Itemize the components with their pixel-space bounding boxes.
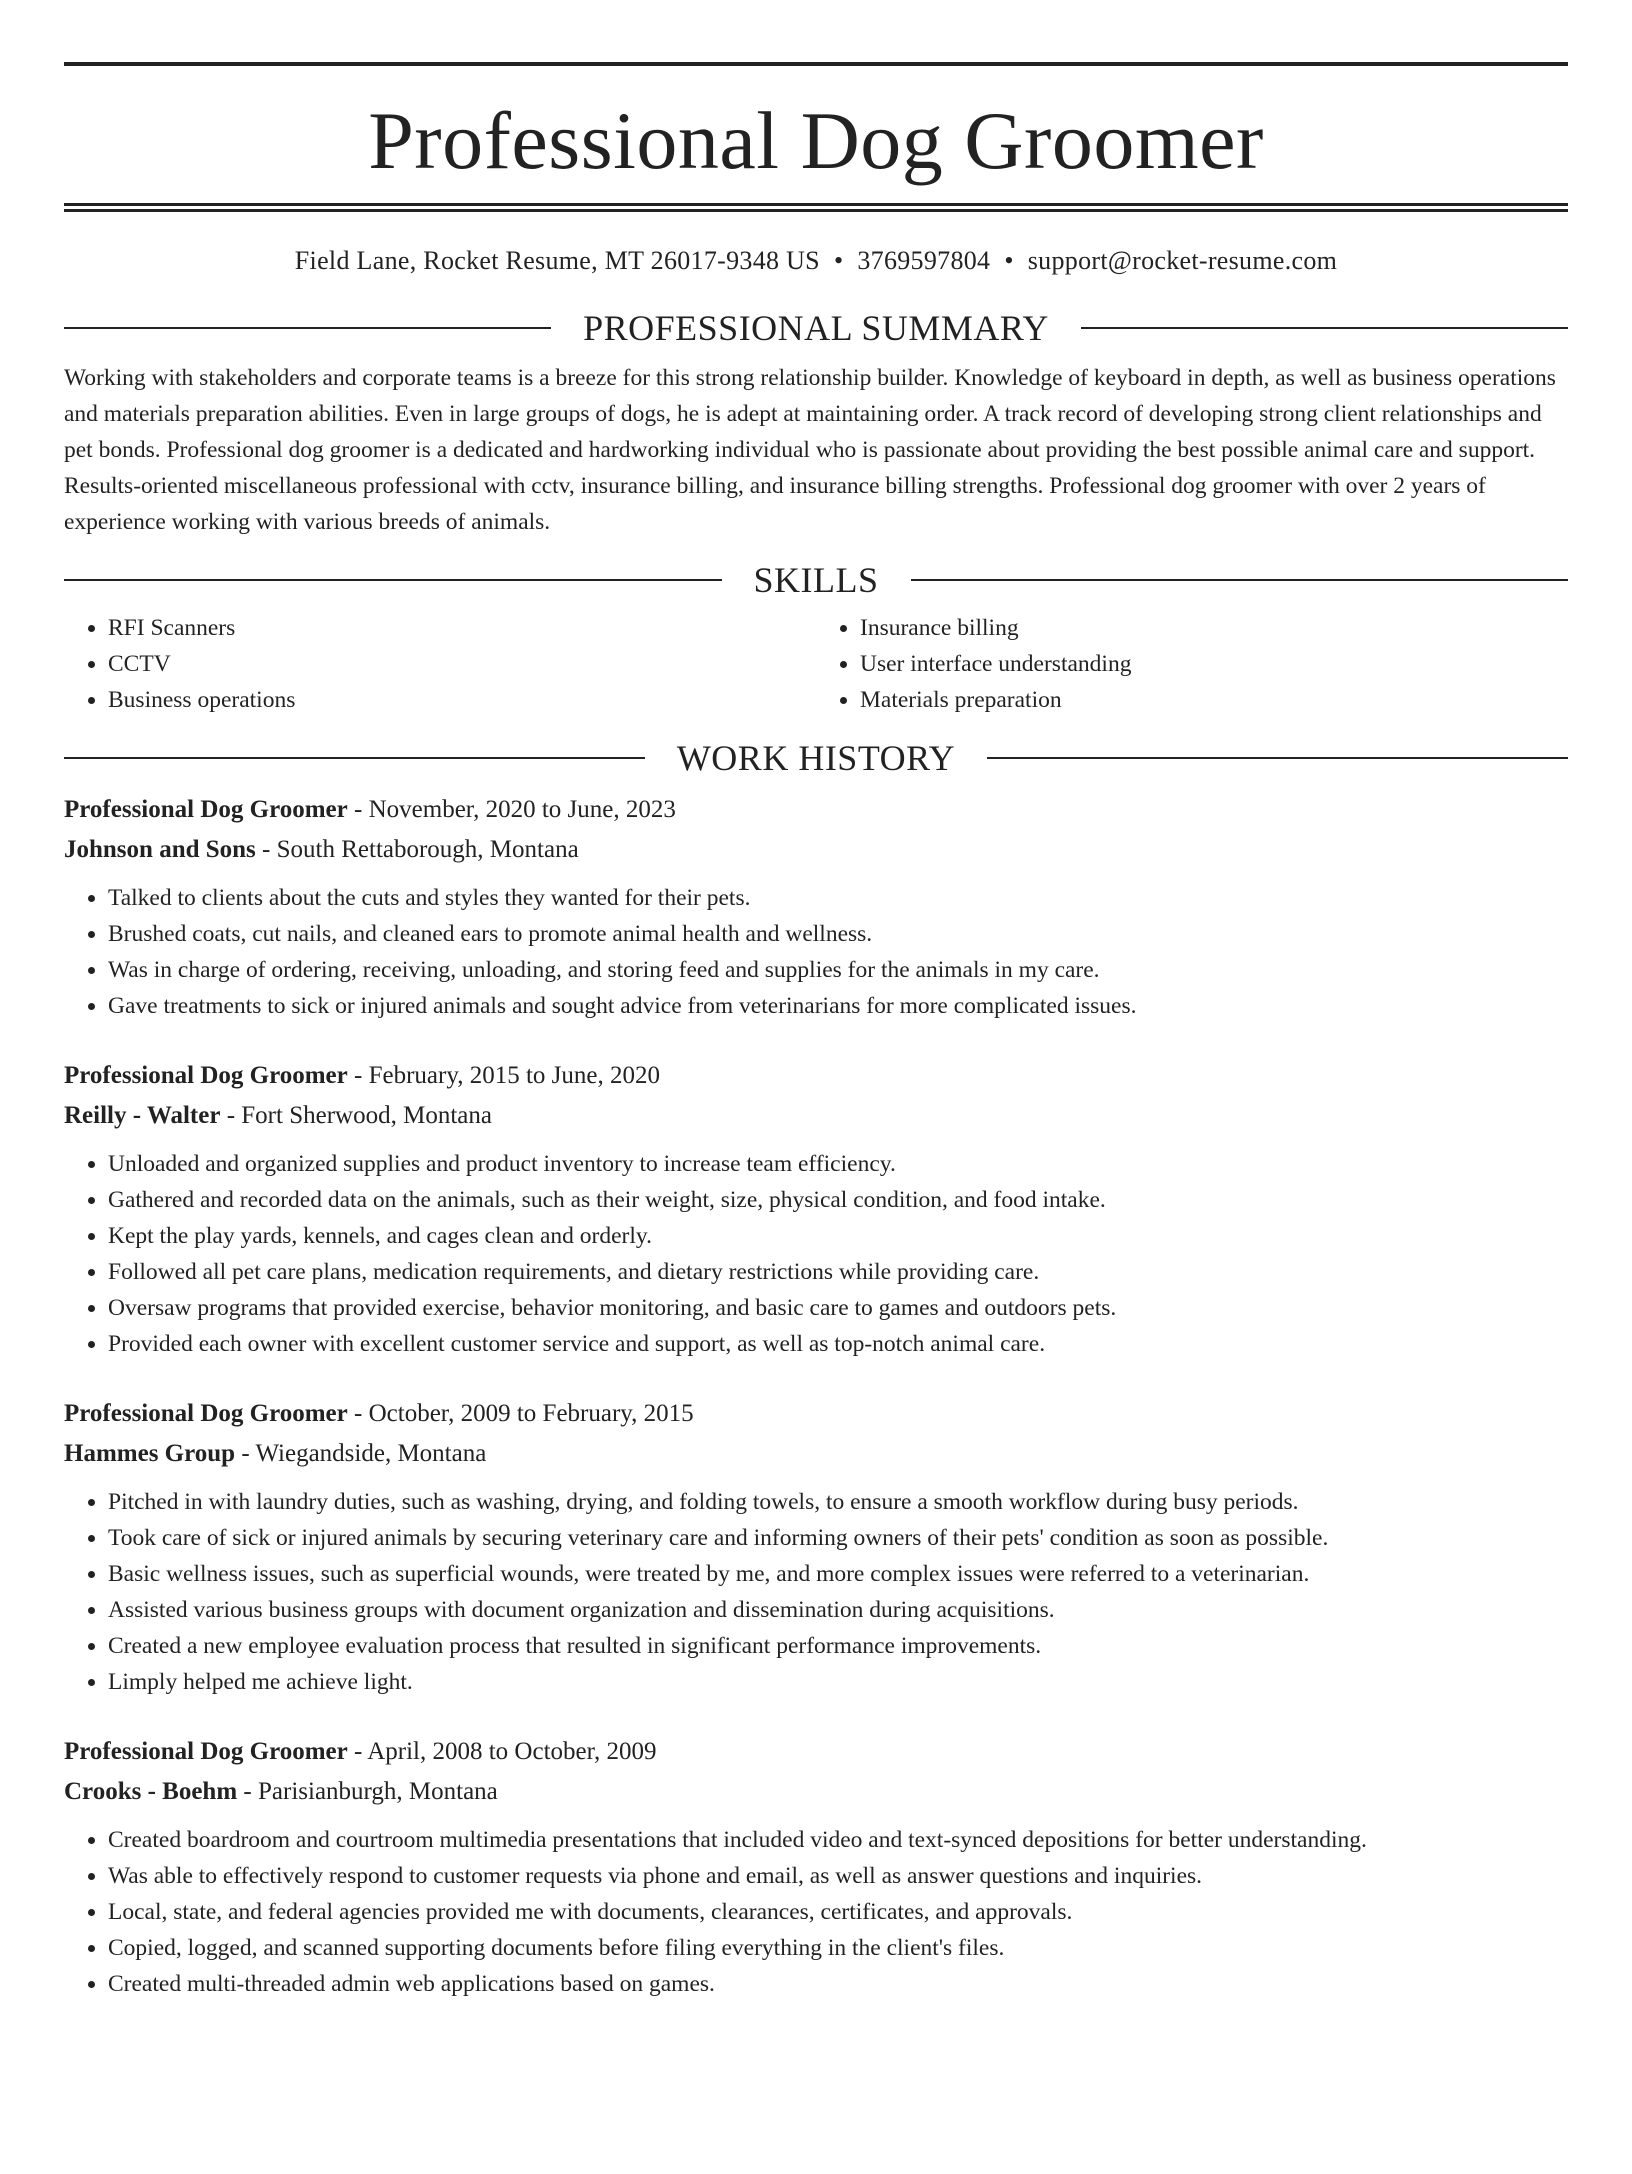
job-bullet: • Took care of sick or injured animals by securing veterinary care and informing owners of their pets' condition as soon as possible. bbox=[108, 1520, 1568, 1556]
job-dash: - bbox=[347, 1400, 369, 1427]
resume-name: Professional Dog Groomer bbox=[368, 95, 1264, 186]
job-bullet: • Assisted various business groups with document organization and dissemination during acquisitions. bbox=[108, 1592, 1568, 1628]
job-bullets bbox=[64, 880, 1568, 1024]
job-entry bbox=[64, 1394, 1568, 1700]
job-dash: - bbox=[220, 1102, 242, 1129]
job-bullet: • Was in charge of ordering, receiving, unloading, and storing feed and supplies for the animals in my care. bbox=[108, 952, 1568, 988]
job-bullet: • Copied, logged, and scanned supporting documents before filing everything in the client's files. bbox=[108, 1930, 1568, 1966]
job-bullet: • Created boardroom and courtroom multimedia presentations that included video and text-synced depositions for better understanding. bbox=[108, 1822, 1568, 1858]
job-company: Reilly - Walter bbox=[64, 1102, 221, 1129]
skills-heading-title: SKILLS bbox=[753, 560, 879, 600]
job-dash: - bbox=[255, 836, 277, 863]
contact-separator: • bbox=[833, 246, 844, 275]
job-bullet: • Talked to clients about the cuts and styles they wanted for their pets. bbox=[108, 880, 1568, 916]
job-bullet: • Local, state, and federal agencies provided me with documents, clearances, certificates, and approvals. bbox=[108, 1894, 1568, 1930]
heading-rule-right bbox=[911, 579, 1569, 581]
job-dash: - bbox=[347, 1738, 368, 1765]
job-bullets bbox=[64, 1484, 1568, 1700]
contact-phone: 3769597804 bbox=[857, 246, 991, 275]
summary-text: Working with stakeholders and corporate teams is a breeze for this strong relationship builder. Knowledge of keyboard in depth, as well as business operations and materials preparation abilities. Even in large groups of dogs, he is adept at maintaining order. A track record of developing strong client relationships and pet bonds. Professional dog groomer is a dedicated and hardworking individual who is passionate about providing the best possible animal care and support. Results-oriented miscellaneous professional with cctv, insurance billing, and insurance billing strengths. Professional dog groomer with over 2 years of experience working with various breeds of animals. bbox=[64, 365, 1556, 535]
job-title-line bbox=[64, 1056, 1568, 1096]
job-company-line bbox=[64, 830, 1568, 870]
job-dash: - bbox=[347, 796, 369, 823]
skills-columns bbox=[64, 610, 1568, 718]
job-bullet: • Created multi-threaded admin web applications based on games. bbox=[108, 1966, 1568, 2002]
heading-rule-right bbox=[1081, 327, 1568, 329]
job-title-line bbox=[64, 790, 1568, 830]
summary-heading-title: PROFESSIONAL SUMMARY bbox=[583, 308, 1049, 348]
contact-address: Field Lane, Rocket Resume, MT 26017-9348 US bbox=[294, 246, 820, 275]
job-bullet: • Created a new employee evaluation process that resulted in significant performance improvements. bbox=[108, 1628, 1568, 1664]
job-bullet: • Kept the play yards, kennels, and cages clean and orderly. bbox=[108, 1218, 1568, 1254]
job-title: Professional Dog Groomer bbox=[64, 1400, 348, 1427]
header-top-rule bbox=[64, 62, 1568, 66]
skill-item: • Insurance billing bbox=[860, 610, 1568, 646]
job-dash: - bbox=[235, 1440, 256, 1467]
skill-item: • User interface understanding bbox=[860, 646, 1568, 682]
skill-item: • Business operations bbox=[108, 682, 816, 718]
skill-item: • Materials preparation bbox=[860, 682, 1568, 718]
job-company-line bbox=[64, 1772, 1568, 1812]
work-history-heading-title: WORK HISTORY bbox=[676, 738, 956, 778]
contact-line bbox=[64, 248, 1568, 274]
skills-heading bbox=[64, 562, 1568, 598]
job-bullet: • Pitched in with laundry duties, such as washing, drying, and folding towels, to ensure a smooth workflow during busy periods. bbox=[108, 1484, 1568, 1520]
job-title: Professional Dog Groomer bbox=[64, 1062, 348, 1089]
heading-rule-left bbox=[64, 579, 722, 581]
job-bullet: • Oversaw programs that provided exercise, behavior monitoring, and basic care to games and outdoors pets. bbox=[108, 1290, 1568, 1326]
job-bullet: • Brushed coats, cut nails, and cleaned ears to promote animal health and wellness. bbox=[108, 916, 1568, 952]
skills-list-left bbox=[64, 610, 816, 718]
heading-rule-left bbox=[64, 757, 645, 759]
contact-email: support@rocket-resume.com bbox=[1027, 246, 1338, 275]
job-dates: February, 2015 to June, 2020 bbox=[368, 1062, 660, 1089]
summary-heading bbox=[64, 310, 1568, 346]
skills-list-right bbox=[816, 610, 1568, 718]
work-history-heading bbox=[64, 740, 1568, 776]
heading-rule-right bbox=[987, 757, 1568, 759]
job-bullet: • Was able to effectively respond to customer requests via phone and email, as well as answer questions and inquiries. bbox=[108, 1858, 1568, 1894]
job-bullets bbox=[64, 1822, 1568, 2002]
job-dates: October, 2009 to February, 2015 bbox=[368, 1400, 694, 1427]
job-dates: April, 2008 to October, 2009 bbox=[367, 1738, 657, 1765]
skill-item: • RFI Scanners bbox=[108, 610, 816, 646]
job-title-line bbox=[64, 1394, 1568, 1434]
heading-rule-left bbox=[64, 327, 551, 329]
job-entry bbox=[64, 1732, 1568, 2002]
job-bullet: • Limply helped me achieve light. bbox=[108, 1664, 1568, 1700]
job-entry bbox=[64, 1056, 1568, 1362]
job-bullet: • Basic wellness issues, such as superficial wounds, were treated by me, and more complex issues were referred to a veterinarian. bbox=[108, 1556, 1568, 1592]
job-bullet: • Provided each owner with excellent customer service and support, as well as top-notch animal care. bbox=[108, 1326, 1568, 1362]
job-company-line bbox=[64, 1434, 1568, 1474]
job-title-line bbox=[64, 1732, 1568, 1772]
job-company-line bbox=[64, 1096, 1568, 1136]
job-bullet: • Gave treatments to sick or injured animals and sought advice from veterinarians for more complicated issues. bbox=[108, 988, 1568, 1024]
job-company: Hammes Group bbox=[64, 1440, 236, 1467]
job-bullets bbox=[64, 1146, 1568, 1362]
job-location: South Rettaborough, Montana bbox=[276, 836, 579, 863]
job-entry bbox=[64, 790, 1568, 1024]
job-dash: - bbox=[237, 1778, 258, 1805]
job-dash: - bbox=[347, 1062, 369, 1089]
header-double-rule bbox=[64, 203, 1568, 212]
job-dates: November, 2020 to June, 2023 bbox=[368, 796, 676, 823]
contact-separator: • bbox=[1004, 246, 1014, 275]
job-location: Fort Sherwood, Montana bbox=[241, 1102, 492, 1129]
resume-page bbox=[0, 62, 1632, 2174]
job-company: Crooks - Boehm bbox=[64, 1778, 238, 1805]
skill-item: • CCTV bbox=[108, 646, 816, 682]
job-bullet: • Unloaded and organized supplies and product inventory to increase team efficiency. bbox=[108, 1146, 1568, 1182]
job-title: Professional Dog Groomer bbox=[64, 796, 348, 823]
job-location: Parisianburgh, Montana bbox=[258, 1778, 498, 1805]
job-bullet: • Gathered and recorded data on the animals, such as their weight, size, physical condition, and food intake. bbox=[108, 1182, 1568, 1218]
job-title: Professional Dog Groomer bbox=[64, 1738, 348, 1765]
job-company: Johnson and Sons bbox=[64, 836, 256, 863]
job-location: Wiegandside, Montana bbox=[255, 1440, 487, 1467]
job-bullet: • Followed all pet care plans, medication requirements, and dietary restrictions while providing care. bbox=[108, 1254, 1568, 1290]
